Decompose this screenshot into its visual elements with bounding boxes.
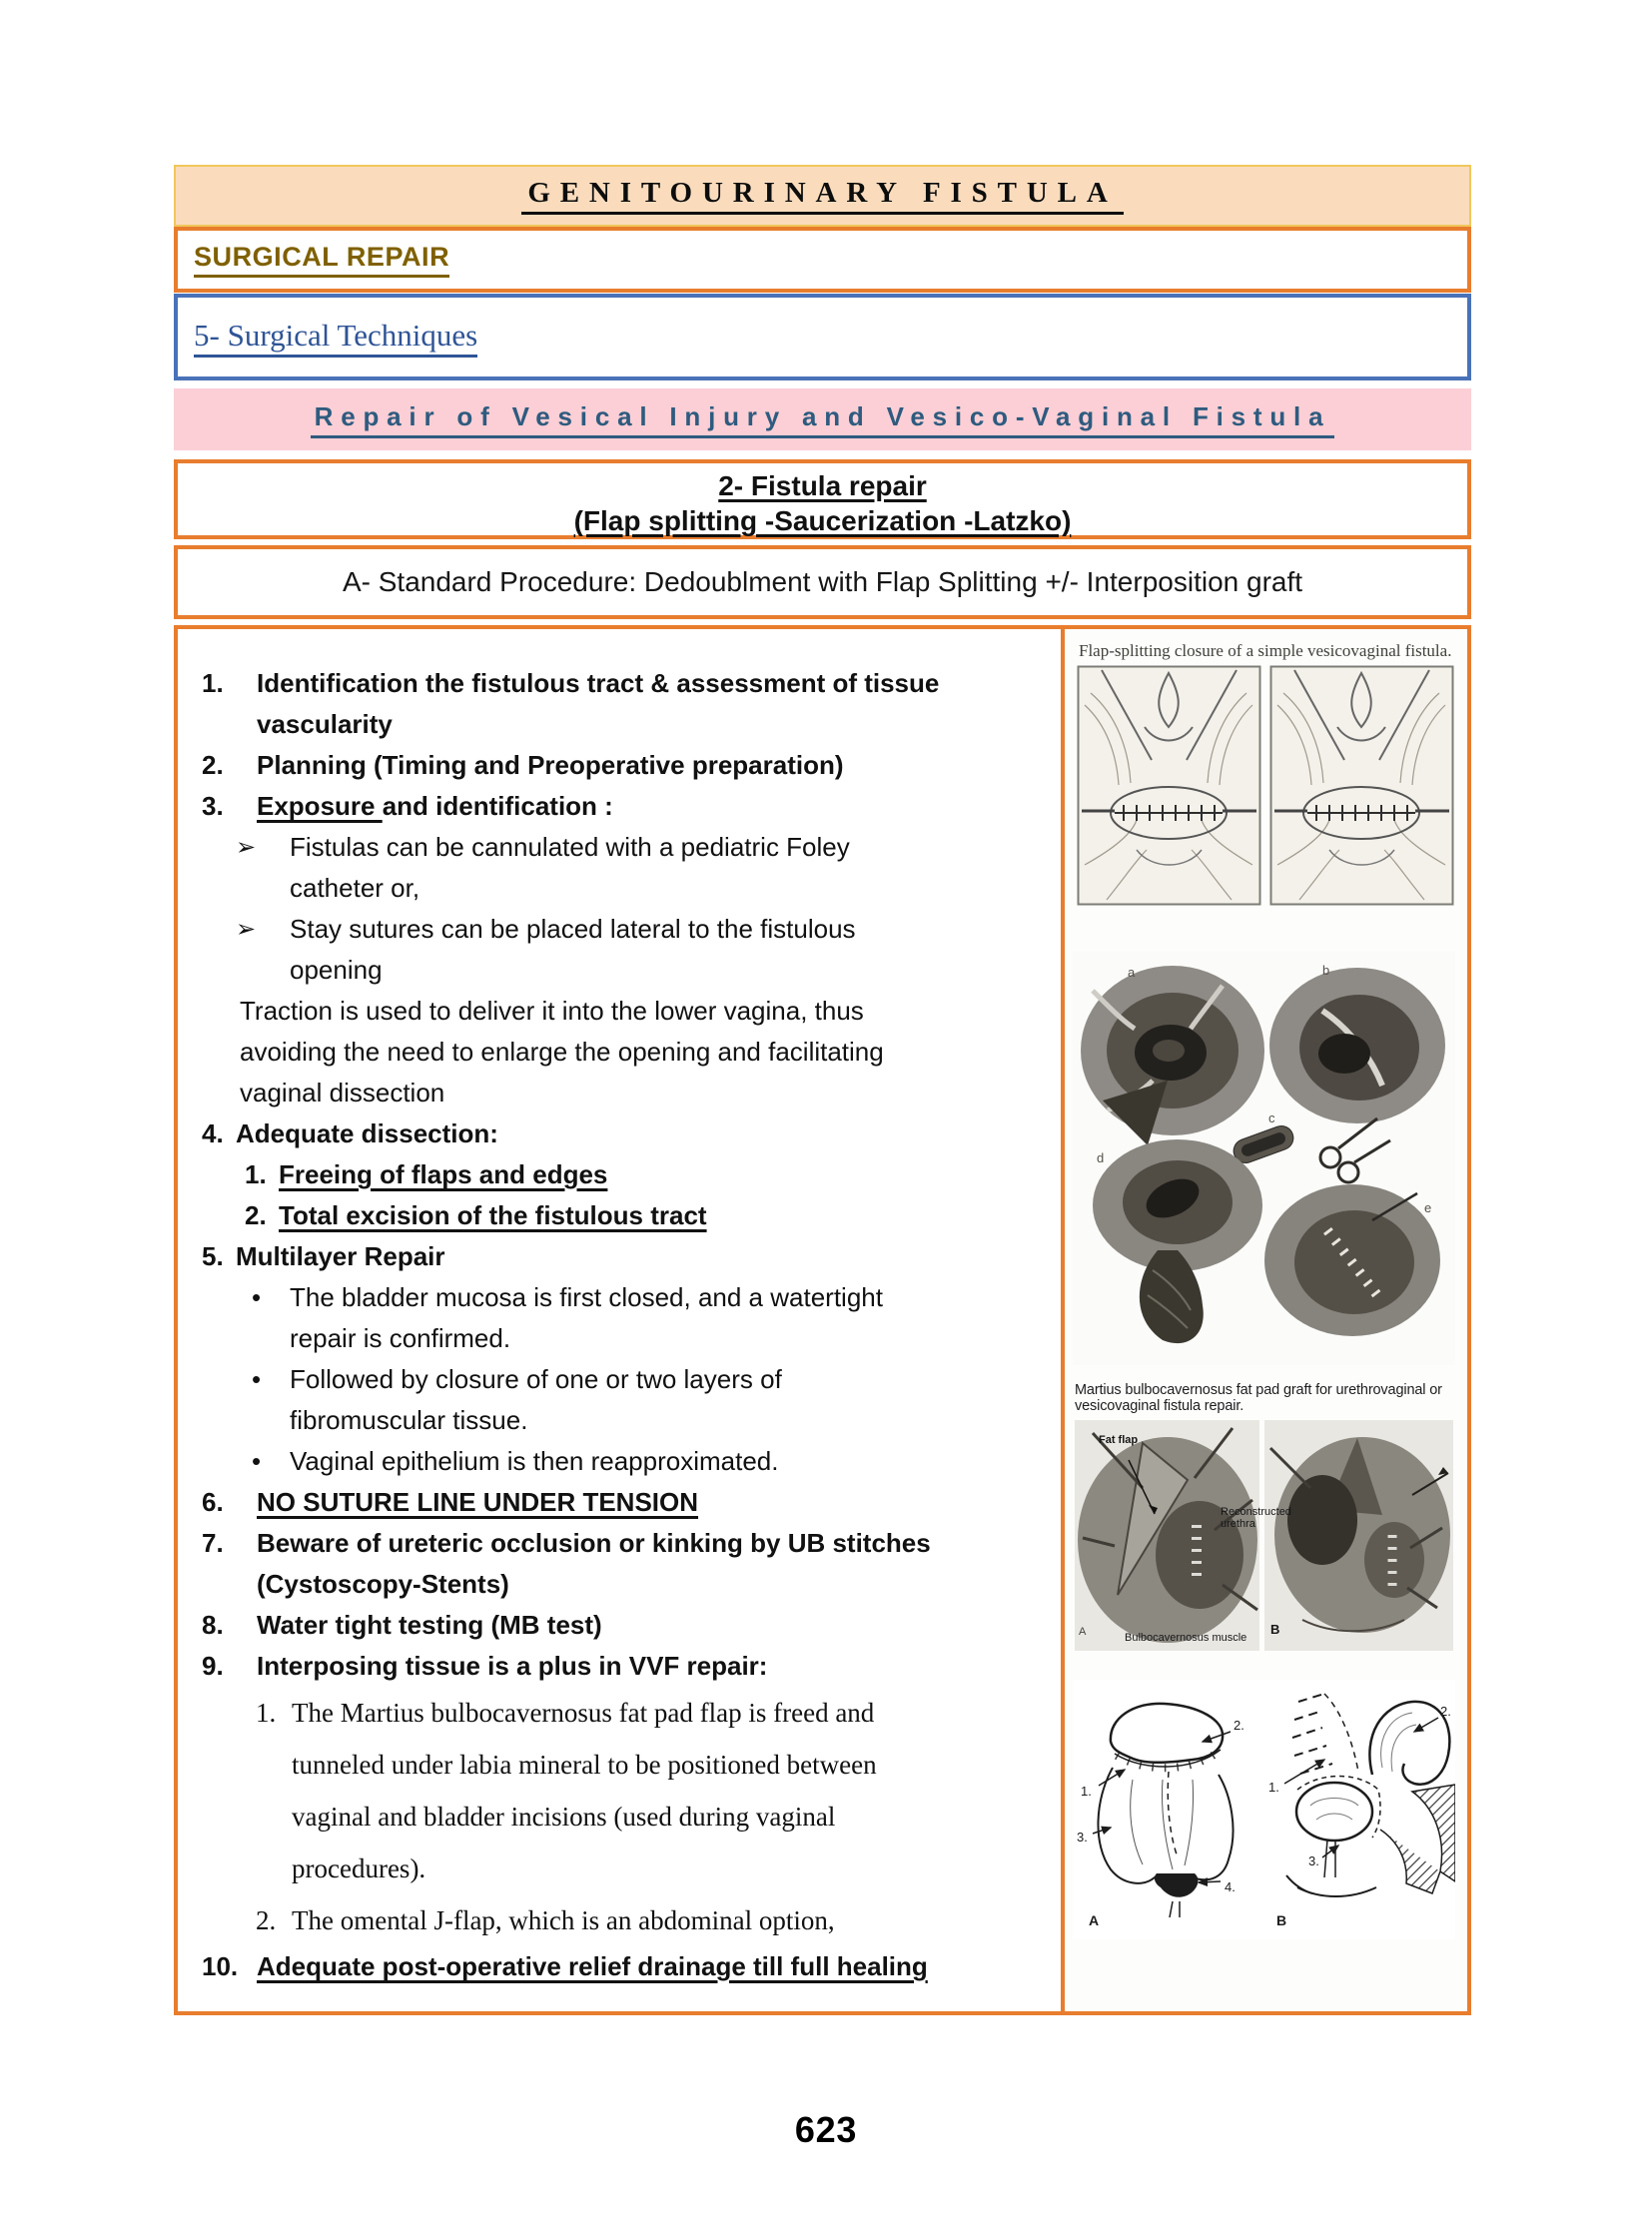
panel-letter: e bbox=[1424, 1200, 1432, 1215]
figure-flap-splitting bbox=[1073, 635, 1461, 943]
step-4-sub-1 bbox=[178, 1154, 1061, 1195]
step-number: 1. bbox=[245, 1159, 267, 1189]
step-text: Beware of ureteric occlusion or kinking by UB stitches (Cystoscopy-Stents) bbox=[257, 1528, 931, 1599]
step-number: 6. bbox=[202, 1487, 224, 1517]
page-title: GENITOURINARY FISTULA bbox=[521, 177, 1123, 215]
dot-bullet-icon: • bbox=[252, 1446, 262, 1476]
arrow-bullet-icon: ➢ bbox=[236, 916, 257, 943]
step-text: Vaginal epithelium is then reapproximated. bbox=[290, 1446, 779, 1476]
step-text: Followed by closure of one or two layers of fibromuscular tissue. bbox=[290, 1364, 782, 1435]
section-surgical-repair bbox=[174, 227, 1471, 293]
step-4-sub-2 bbox=[178, 1195, 1061, 1236]
step-number: 7. bbox=[202, 1528, 224, 1558]
step-4 bbox=[178, 1113, 1061, 1154]
step-number: 10. bbox=[202, 1951, 239, 1981]
step-9-sub-2 bbox=[178, 1894, 1061, 1946]
surgical-techniques-link[interactable]: 5- Surgical Techniques bbox=[194, 318, 477, 358]
fistula-repair-title: 2- Fistula repair bbox=[718, 470, 927, 501]
martius-graft-illustration bbox=[1073, 1418, 1455, 1653]
fistula-repair-title-box bbox=[174, 459, 1471, 539]
step-9-sub-1 bbox=[178, 1687, 1061, 1894]
step-3-sub-2 bbox=[178, 909, 1061, 991]
section-surgical-techniques bbox=[174, 294, 1471, 380]
label-bulbocavernosus-muscle: Bulbocavernosus muscle bbox=[1125, 1632, 1247, 1644]
step-text: Water tight testing (MB test) bbox=[257, 1610, 602, 1640]
figures-column bbox=[1061, 629, 1467, 2011]
step-text: Planning (Timing and Preoperative preparation) bbox=[257, 750, 844, 780]
step-5-bullet-3 bbox=[178, 1441, 1061, 1482]
step-text: Stay sutures can be placed lateral to the fistulous opening bbox=[290, 914, 856, 985]
panel-letter-b: B bbox=[1276, 1912, 1287, 1928]
step-text: Interposing tissue is a plus in VVF repair: bbox=[257, 1651, 768, 1681]
step-text: NO SUTURE LINE UNDER TENSION bbox=[257, 1487, 699, 1517]
steps-column bbox=[178, 629, 1061, 2011]
arrow-label: 1. bbox=[1081, 1784, 1092, 1799]
panel-letter-a: A bbox=[1079, 1626, 1087, 1638]
dissection-steps-illustration bbox=[1073, 951, 1455, 1365]
step-3-note bbox=[178, 991, 1061, 1113]
step-text: Identification the fistulous tract & assessment of tissue vascularity bbox=[257, 668, 940, 739]
step-text: The omental J-flap, which is an abdominal option, bbox=[292, 1905, 835, 1935]
arrow-label: 3. bbox=[1077, 1830, 1088, 1845]
step-number: 2. bbox=[245, 1200, 267, 1230]
content-box bbox=[174, 625, 1471, 2015]
step-5-bullet-2 bbox=[178, 1359, 1061, 1441]
procedure-title-box bbox=[174, 545, 1471, 619]
arrow-label: 4. bbox=[1225, 1879, 1236, 1894]
arrow-bullet-icon: ➢ bbox=[236, 834, 257, 861]
step-number: 3. bbox=[202, 791, 224, 821]
dot-bullet-icon: • bbox=[252, 1364, 262, 1394]
surgical-repair-heading: SURGICAL REPAIR bbox=[194, 242, 449, 278]
panel-letter: b bbox=[1322, 963, 1330, 978]
figure-dissection-steps bbox=[1073, 951, 1461, 1370]
step-text: The Martius bulbocavernosus fat pad flap is freed and tunneled under labia mineral to be positioned between vaginal and bladder incisions (used during vaginal procedures). bbox=[292, 1698, 877, 1883]
label-reconstructed-urethra: Reconstructed urethra bbox=[1221, 1506, 1291, 1530]
arrow-label: 3. bbox=[1308, 1853, 1319, 1868]
step-text: The bladder mucosa is first closed, and a watertight repair is confirmed. bbox=[290, 1282, 883, 1353]
step-number: 4. bbox=[202, 1118, 224, 1148]
step-text: Adequate post-operative relief drainage till full healing bbox=[257, 1951, 928, 1981]
step-text: Fistulas can be cannulated with a pediatric Foley catheter or, bbox=[290, 832, 850, 903]
arrow-label: 1. bbox=[1268, 1780, 1279, 1795]
step-text: Total excision of the fistulous tract bbox=[279, 1200, 707, 1230]
step-number: 1. bbox=[202, 668, 224, 698]
step-number: 1. bbox=[256, 1698, 277, 1728]
panel-letter-b: B bbox=[1270, 1622, 1280, 1637]
panel-letter-a: A bbox=[1089, 1912, 1100, 1928]
arrow-label: 2. bbox=[1440, 1704, 1451, 1719]
dot-bullet-icon: • bbox=[252, 1282, 262, 1312]
procedure-title: A- Standard Procedure: Dedoublment with Flap Splitting +/- Interposition graft bbox=[342, 566, 1303, 597]
step-text: Traction is used to deliver it into the lower vagina, thus avoiding the need to enlarge the opening and facilitating vaginal dissection bbox=[240, 996, 884, 1108]
step-5-bullet-1 bbox=[178, 1277, 1061, 1359]
flap-splitting-panel-left bbox=[1077, 665, 1261, 907]
topic-banner bbox=[174, 388, 1471, 450]
step-6 bbox=[178, 1482, 1061, 1523]
figure-martius-caption: Martius bulbocavernosus fat pad graft for urethrovaginal or vesicovaginal fistula repair. bbox=[1075, 1382, 1442, 1414]
step-text: Freeing of flaps and edges bbox=[279, 1159, 608, 1189]
panel-letter: c bbox=[1268, 1110, 1275, 1125]
step-number: 2. bbox=[256, 1905, 277, 1935]
step-3 bbox=[178, 786, 1061, 827]
step-10 bbox=[178, 1946, 1061, 1987]
page-title-banner bbox=[174, 165, 1471, 227]
step-1 bbox=[178, 663, 1061, 745]
page-number: 623 bbox=[794, 2109, 858, 2150]
step-number: 9. bbox=[202, 1651, 224, 1681]
step-number: 5. bbox=[202, 1241, 224, 1271]
flap-splitting-panel-right bbox=[1269, 665, 1454, 907]
step-number: 8. bbox=[202, 1610, 224, 1640]
step-3-sub-1 bbox=[178, 827, 1061, 909]
arrow-label: 2. bbox=[1234, 1718, 1244, 1733]
fistula-repair-subtitle: (Flap splitting -Saucerization -Latzko) bbox=[573, 505, 1072, 536]
omental-jflap-illustration bbox=[1073, 1680, 1455, 1939]
figure-omental-jflap bbox=[1073, 1680, 1461, 1947]
figure-flap-splitting-caption: Flap-splitting closure of a simple vesicovaginal fistula. bbox=[1079, 641, 1452, 660]
step-2 bbox=[178, 745, 1061, 786]
step-7 bbox=[178, 1523, 1061, 1605]
step-text: Adequate dissection: bbox=[236, 1118, 498, 1148]
figure-martius-graft bbox=[1073, 1378, 1461, 1670]
topic-banner-text: Repair of Vesical Injury and Vesico-Vaginal Fistula bbox=[311, 401, 1335, 438]
document-content bbox=[174, 165, 1471, 2015]
panel-letter: a bbox=[1128, 965, 1136, 980]
step-text: Exposure and identification : bbox=[257, 791, 613, 821]
step-number: 2. bbox=[202, 750, 224, 780]
step-8 bbox=[178, 1605, 1061, 1646]
step-5 bbox=[178, 1236, 1061, 1277]
label-fat-flap: Fat flap bbox=[1099, 1434, 1139, 1446]
step-text: Multilayer Repair bbox=[236, 1241, 445, 1271]
step-9 bbox=[178, 1646, 1061, 1687]
panel-letter: d bbox=[1097, 1150, 1105, 1165]
